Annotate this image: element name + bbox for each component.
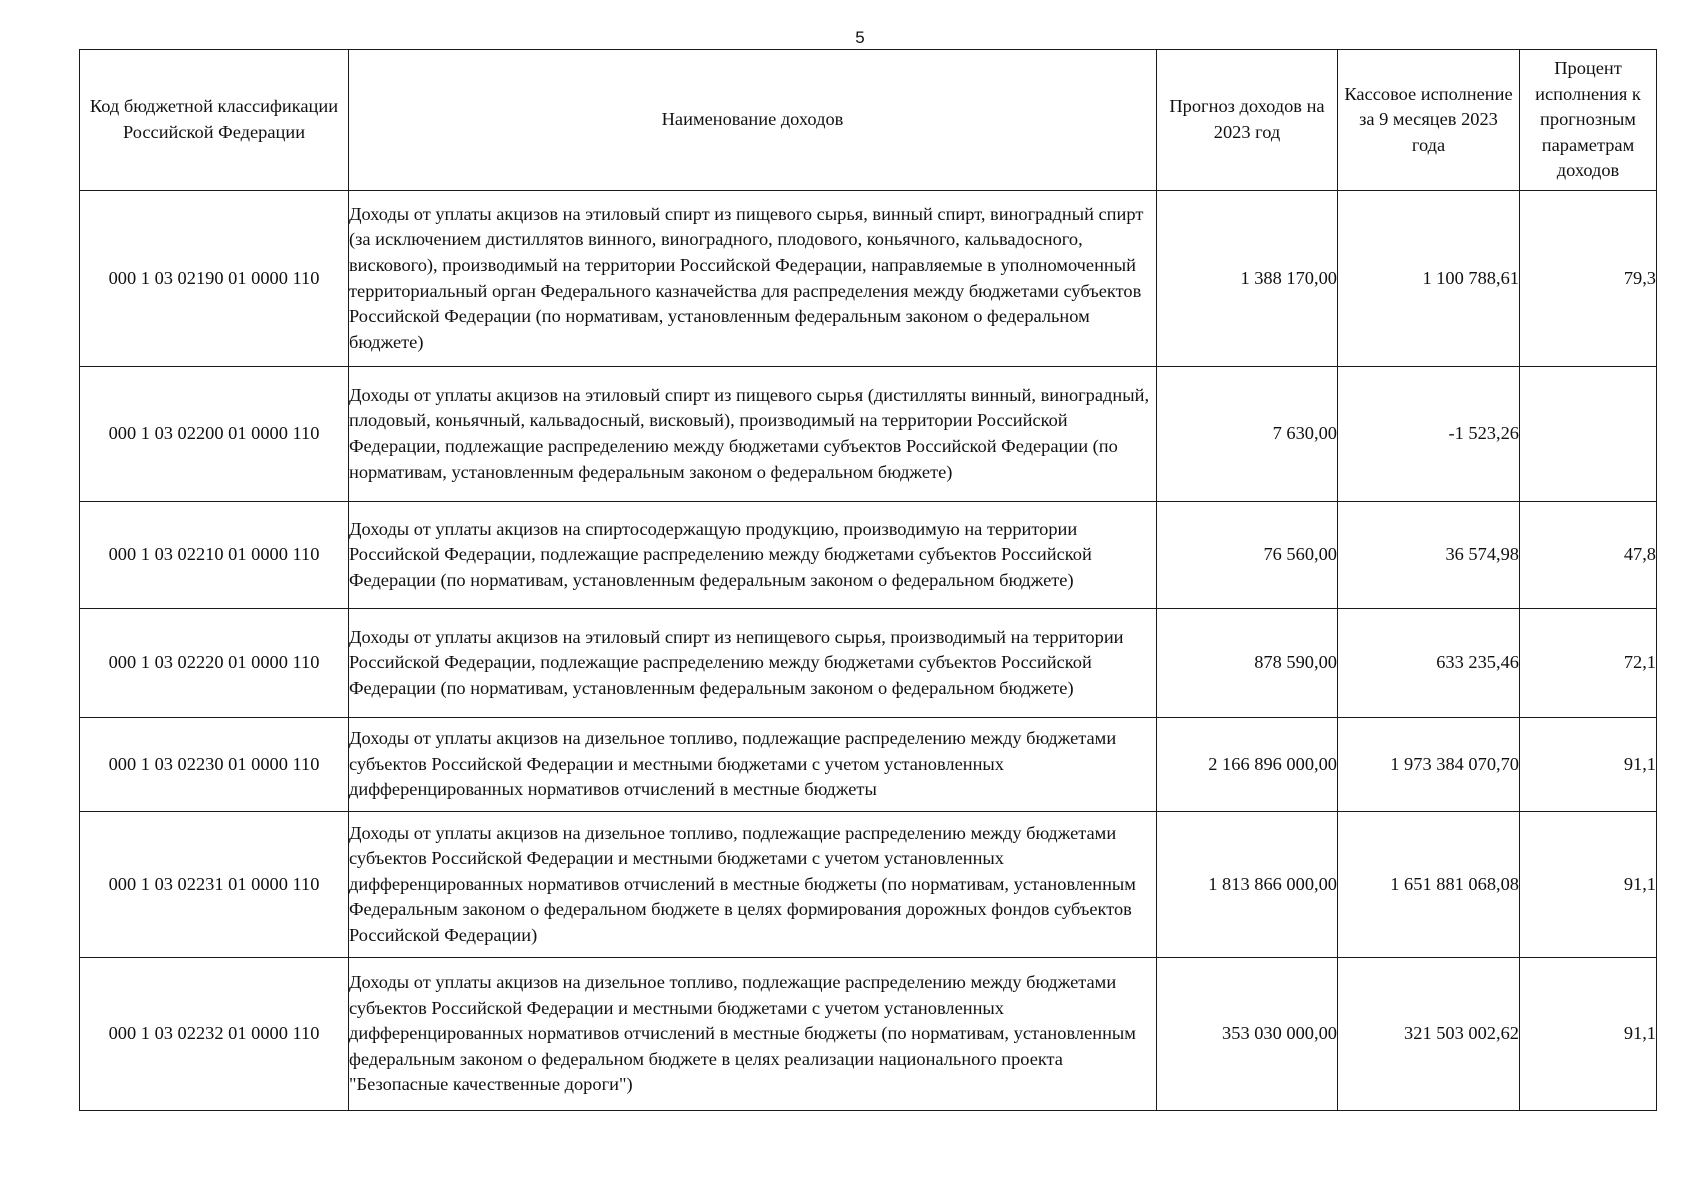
cell-percent: 91,1 [1520,812,1657,958]
cell-name: Доходы от уплаты акцизов на дизельное топливо, подлежащие распределению между бюджетами субъектов Российской Федерации и местными бюджетами с учетом установленных дифференцированных нормативов отчислений в местные бюджеты (по нормативам, установленным Федеральным законом о федеральном бюджете в целях формирования дорожных фондов субъектов Российской Федерации) [349,812,1157,958]
cell-percent: 72,1 [1520,609,1657,718]
cell-code: 000 1 03 02232 01 0000 110 [80,958,349,1111]
header-percent: Процент исполнения к прогнозным параметрам доходов [1520,50,1657,191]
cell-code: 000 1 03 02220 01 0000 110 [80,609,349,718]
cell-exec: 36 574,98 [1338,502,1520,609]
table-row [80,718,1657,812]
cell-plan: 1 813 866 000,00 [1157,812,1338,958]
header-exec: Кассовое исполнение за 9 месяцев 2023 года [1338,50,1520,191]
cell-code: 000 1 03 02231 01 0000 110 [80,812,349,958]
table-row [80,502,1657,609]
cell-plan: 1 388 170,00 [1157,191,1338,367]
revenue-table [79,49,1657,1111]
table-header-row [80,50,1657,191]
table-row [80,609,1657,718]
cell-plan: 878 590,00 [1157,609,1338,718]
cell-exec: 633 235,46 [1338,609,1520,718]
cell-percent: 91,1 [1520,958,1657,1111]
header-code: Код бюджетной классификации Российской Федерации [80,50,349,191]
cell-percent: 47,8 [1520,502,1657,609]
cell-percent: 91,1 [1520,718,1657,812]
cell-name: Доходы от уплаты акцизов на спиртосодержащую продукцию, производимую на территории Российской Федерации, подлежащие распределению между бюджетами субъектов Российской Федерации (по нормативам, установленным федеральным законом о федеральном бюджете) [349,502,1157,609]
cell-name: Доходы от уплаты акцизов на дизельное топливо, подлежащие распределению между бюджетами субъектов Российской Федерации и местными бюджетами с учетом установленных дифференцированных нормативов отчислений в местные бюджеты (по нормативам, установленным федеральным законом о федеральном бюджете в целях реализации национального проекта "Безопасные качественные дороги") [349,958,1157,1111]
cell-exec: 1 973 384 070,70 [1338,718,1520,812]
cell-name: Доходы от уплаты акцизов на этиловый спирт из непищевого сырья, производимый на территории Российской Федерации, подлежащие распределению между бюджетами субъектов Российской Федерации (по нормативам, установленным федеральным законом о федеральном бюджете) [349,609,1157,718]
cell-exec: -1 523,26 [1338,367,1520,502]
page-number: 5 [855,28,865,47]
cell-exec: 1 651 881 068,08 [1338,812,1520,958]
cell-code: 000 1 03 02200 01 0000 110 [80,367,349,502]
header-plan: Прогноз доходов на 2023 год [1157,50,1338,191]
cell-percent [1520,367,1657,502]
header-name: Наименование доходов [349,50,1157,191]
cell-plan: 76 560,00 [1157,502,1338,609]
cell-exec: 321 503 002,62 [1338,958,1520,1111]
cell-code: 000 1 03 02190 01 0000 110 [80,191,349,367]
cell-code: 000 1 03 02210 01 0000 110 [80,502,349,609]
table-row [80,191,1657,367]
cell-exec: 1 100 788,61 [1338,191,1520,367]
cell-name: Доходы от уплаты акцизов на дизельное топливо, подлежащие распределению между бюджетами субъектов Российской Федерации и местными бюджетами с учетом установленных дифференцированных нормативов отчислений в местные бюджеты [349,718,1157,812]
table-row [80,812,1657,958]
cell-plan: 353 030 000,00 [1157,958,1338,1111]
cell-name: Доходы от уплаты акцизов на этиловый спирт из пищевого сырья (дистилляты винный, виноградный, плодовый, коньячный, кальвадосный, висковый), производимый на территории Российской Федерации, подлежащие распределению между бюджетами субъектов Российской Федерации (по нормативам, установленным федеральным законом о федеральном бюджете) [349,367,1157,502]
cell-plan: 2 166 896 000,00 [1157,718,1338,812]
cell-code: 000 1 03 02230 01 0000 110 [80,718,349,812]
table-row [80,958,1657,1111]
cell-name: Доходы от уплаты акцизов на этиловый спирт из пищевого сырья, винный спирт, виноградный спирт (за исключением дистиллятов винного, виноградного, плодового, коньячного, кальвадосного, вискового), производимый на территории Российской Федерации, направляемые в уполномоченный территориальный орган Федерального казначейства для распределения между бюджетами субъектов Российской Федерации (по нормативам, установленным федеральным законом о федеральном бюджете) [349,191,1157,367]
cell-plan: 7 630,00 [1157,367,1338,502]
table-row [80,367,1657,502]
cell-percent: 79,3 [1520,191,1657,367]
